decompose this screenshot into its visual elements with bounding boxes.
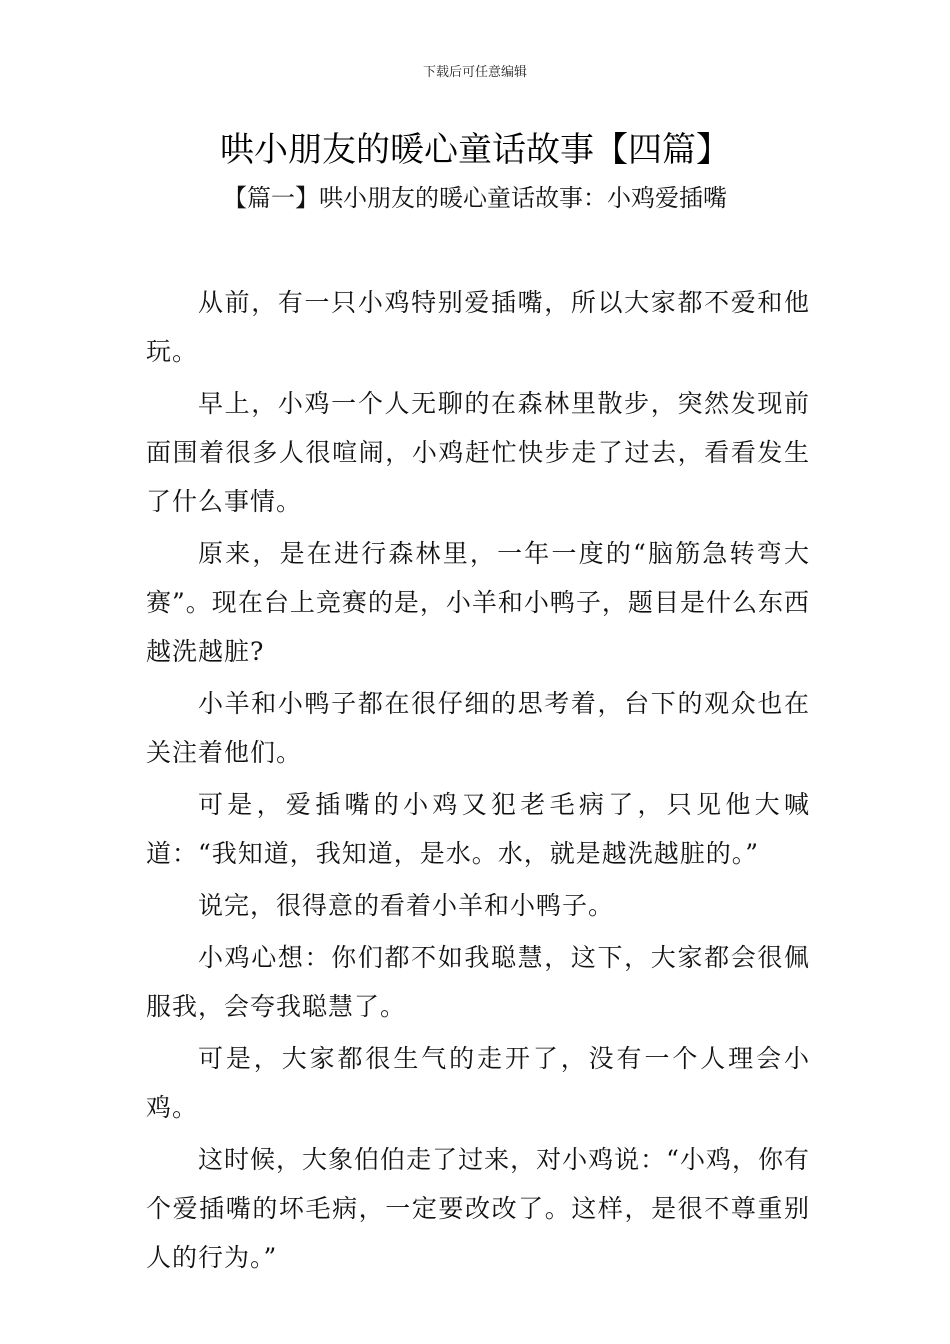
paragraph: 说完，很得意的看着小羊和小鸭子。 (198, 891, 615, 920)
paragraph: 可是，爱插嘴的小鸡又犯老毛病了，只见他大喊道：“我知道，我知道，是水。水，就是越洗越脏的。” (146, 790, 810, 868)
paragraph: 从前，有一只小鸡特别爱插嘴，所以大家都不爱和他玩。 (146, 288, 810, 366)
paragraph: 原来，是在进行森林里，一年一度的“脑筋急转弯大赛”。现在台上竞赛的是，小羊和小鸭子，题目是什么东西越洗越脏? (146, 539, 810, 666)
paragraph: 小羊和小鸭子都在很仔细的思考着，台下的观众也在关注着他们。 (146, 689, 810, 767)
paragraph: 可是，大家都很生气的走开了，没有一个人理会小鸡。 (146, 1044, 810, 1122)
paragraph: 这时候，大象伯伯走了过来，对小鸡说：“小鸡，你有个爱插嘴的坏毛病，一定要改改了。这样，是很不尊重别人的行为。” (146, 1145, 810, 1272)
story-body (146, 278, 810, 1285)
document-title: 哄小朋友的暖心童话故事【四篇】 (220, 130, 730, 170)
header-note: 下载后可任意编辑 (422, 65, 527, 80)
paragraph: 小鸡心想：你们都不如我聪慧，这下，大家都会很佩服我，会夸我聪慧了。 (146, 943, 810, 1021)
paragraph: 早上，小鸡一个人无聊的在森林里散步，突然发现前面围着很多人很喧闹，小鸡赶忙快步走了过去，看看发生了什么事情。 (146, 389, 810, 516)
section-subtitle: 【篇一】哄小朋友的暖心童话故事：小鸡爱插嘴 (223, 184, 727, 212)
